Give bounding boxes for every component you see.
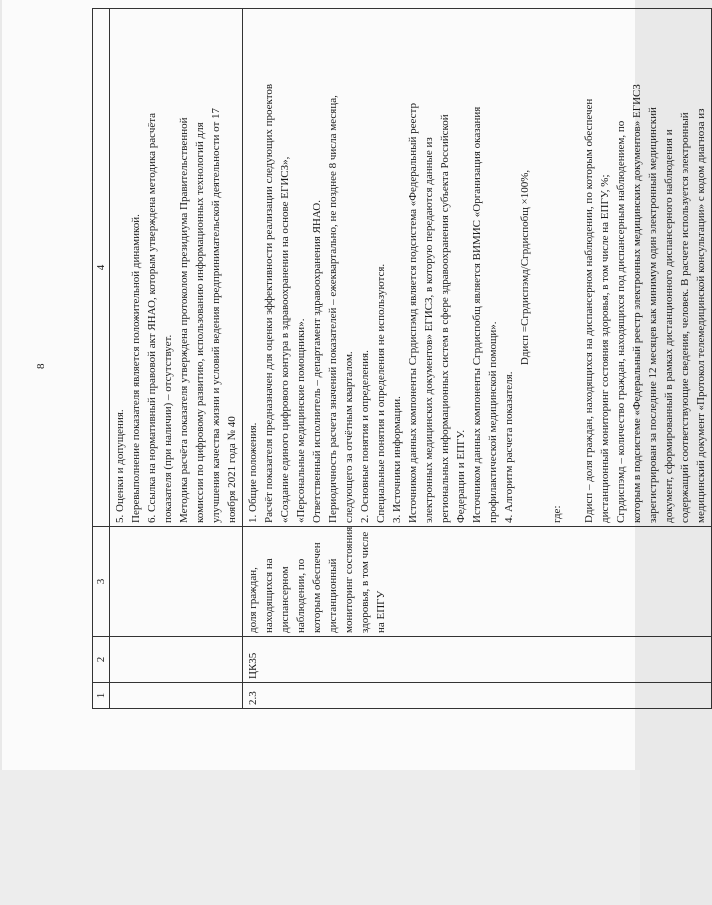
- definition-line: дистанционный мониторинг состояния здоровья, в том числе на ЕПГУ, %;: [599, 174, 611, 523]
- text-line: 5. Оценки и допущения.: [114, 409, 126, 523]
- header-col-2: 2: [93, 637, 110, 683]
- header-col-3: 3: [93, 527, 110, 637]
- name-line: наблюдении, по: [295, 558, 307, 633]
- row-indicator-name: [243, 527, 712, 637]
- text-line: Федерации и ЕПГУ.: [455, 429, 467, 523]
- scan-margin: [0, 770, 640, 905]
- name-line: диспансерном: [279, 566, 291, 633]
- text-line: улучшения качества жизни и условий ведения предпринимательской деятельности от 17: [210, 107, 222, 523]
- text-line: Источником данных компоненты Сгрдиспобщ является ВИМИС «Организация оказания: [471, 106, 483, 523]
- text-line: «Создание единого цифрового контура в здравоохранении на основе ЕГИСЗ»,: [279, 156, 291, 523]
- text-line: 6. Ссылка на нормативный правовой акт ЯНАО, которым утверждена методика расчёта: [146, 112, 158, 523]
- text-line: 2. Основные понятия и определения.: [359, 350, 371, 523]
- text-line: 4. Алгоритм расчета показателя.: [503, 371, 515, 523]
- definition-line: Dдисп – доля граждан, находящихся на диспансерном наблюдении, по которым обеспечен: [583, 98, 595, 523]
- rotated-page: [35, 9, 707, 709]
- name-line: здоровья, в том числе: [359, 531, 371, 633]
- row-code: ЦК35: [243, 637, 712, 683]
- header-col-4: 4: [93, 9, 110, 527]
- where-label: где:: [551, 505, 563, 523]
- row-prev-method: [110, 9, 243, 527]
- definition-line: содержащий соответствующие сведения, человек. В расчете используется электронный: [679, 112, 691, 523]
- table-row: [110, 9, 243, 709]
- name-line: дистанционный: [327, 558, 339, 633]
- text-line: 3. Источники информации.: [391, 396, 403, 523]
- row-prev-name: [110, 527, 243, 637]
- text-line: комиссии по цифровому развитию, использованию информационных технологий для: [194, 122, 206, 523]
- header-col-1: 1: [93, 683, 110, 709]
- text-line: Периодичность расчета значений показателей – ежеквартально, не позднее 8 числа месяца,: [327, 95, 339, 523]
- table-header-row: [93, 9, 110, 709]
- definition-line: документ, сформированный в рамках дистанционного диспансерного наблюдения и: [663, 129, 675, 523]
- definition-line: зарегистрирован за последние 12 месяцев как минимум один электронный медицинский: [647, 107, 659, 523]
- name-line: доля граждан,: [247, 567, 259, 633]
- text-line: Ответственный исполнитель – департамент здравоохранения ЯНАО.: [311, 200, 323, 523]
- formula: Dдисп =Сгрдиспэмд/Сгрдиспобщ ×100%,: [519, 169, 531, 366]
- text-line: 1. Общие положения.: [247, 422, 259, 523]
- text-line: следующего за отчётным кварталом.: [343, 351, 355, 523]
- text-line: электронных медицинских документов» ЕГИСЗ, в которую передаются данные из: [423, 137, 435, 523]
- definition-line: медицинский документ «Протокол телемедицинской консультации» с кодом диагноза из: [695, 108, 707, 523]
- definition-line: которым в подсистеме «Федеральный реестр электронных медицинских документов» ЕГИСЗ: [631, 84, 643, 523]
- row-num: 2.3: [243, 683, 712, 709]
- text-line: профилактической медицинской помощи».: [487, 321, 499, 523]
- name-line: мониторинг состояния: [343, 526, 355, 633]
- text-line: Расчёт показателя предназначен для оценки эффективности реализации следующих проектов: [263, 83, 275, 523]
- text-line: «Персональные медицинские помощники».: [295, 318, 307, 523]
- text-line: Методика расчёта показателя утверждена протоколом президиума Правительственной: [178, 117, 190, 523]
- indicator-table: [92, 8, 712, 709]
- name-line: которым обеспечен: [311, 542, 323, 633]
- name-line: на ЕПГУ: [375, 590, 387, 633]
- text-line: Перевыполнение показателя является положительной динамикой.: [130, 214, 142, 523]
- row-prev-num: [110, 683, 243, 709]
- name-line: находящихся на: [263, 558, 275, 633]
- spacer-line: [565, 12, 581, 523]
- row-prev-code: [110, 637, 243, 683]
- text-line: Специальные понятия и определения не используются.: [375, 263, 387, 523]
- definition-line: Сгрдиспэмд – количество граждан, находящихся под диспансерным наблюдением, по: [615, 120, 627, 523]
- table-row: [243, 9, 712, 709]
- text-line: ноября 2021 года № 40: [226, 416, 238, 523]
- text-line: показателя (при наличии) – отсутствует.: [162, 334, 174, 523]
- text-line: Источником данных компоненты Сгрдиспэмд является подсистема «Федеральный реестр: [407, 103, 419, 523]
- text-line: региональных информационных систем в сфере здравоохранения субъекта Российской: [439, 114, 451, 523]
- row-method: [243, 9, 712, 527]
- page-number: 8: [35, 363, 47, 369]
- spacer-line: [533, 12, 549, 523]
